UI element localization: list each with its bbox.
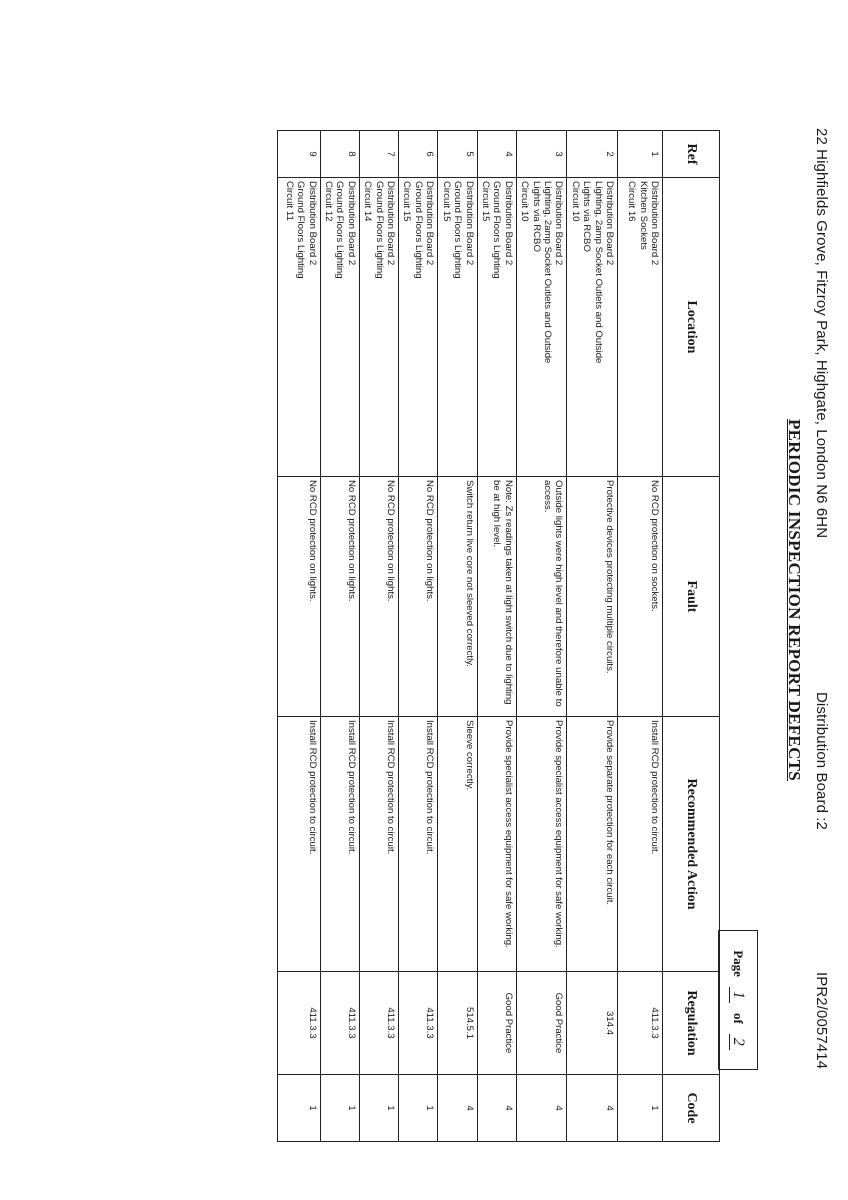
location-line: Distribution Board 2	[649, 181, 660, 266]
table-row	[277, 131, 320, 1142]
cell-location	[320, 178, 359, 477]
cell-recommended-action: Provide separate protection for each circuit.	[567, 717, 618, 972]
cell-recommended-action: Install RCD protection to circuit.	[320, 717, 359, 972]
cell-code: 1	[320, 1075, 359, 1142]
page-title: PERIODIC INSPECTION REPORT DEFECTS	[785, 418, 804, 782]
cell-location	[567, 178, 618, 477]
location-line: Ground Floors Lighting	[373, 181, 385, 279]
cell-fault: No RCD protection on lights.	[277, 477, 320, 717]
location-line: Distribution Board 2	[345, 181, 357, 266]
cell-fault: Switch return live core not sleeved correctly.	[438, 477, 477, 717]
location-line: Circuit 15	[440, 181, 452, 222]
cell-regulation: Good Practice	[477, 972, 516, 1075]
cell-recommended-action: Provide specialist access equipment for safe working.	[516, 717, 567, 972]
cell-regulation: 411.3.3	[320, 972, 359, 1075]
cell-fault: No RCD protection on lights.	[359, 477, 398, 717]
cell-ref: 8	[320, 131, 359, 178]
cell-fault: No RCD protection on lights.	[399, 477, 438, 717]
defects-table-body	[277, 131, 662, 1142]
location-line: Circuit 15	[479, 181, 491, 222]
location-line: Distribution Board 2	[604, 181, 615, 266]
location-line: Circuit 11	[283, 181, 295, 221]
column-header-ref: Ref	[663, 131, 720, 178]
location-line: Lighting, 2amp Socket Outlets and Outside	[541, 181, 553, 364]
cell-code: 1	[359, 1075, 398, 1142]
cell-recommended-action: Provide specialist access equipment for safe working.	[477, 717, 516, 972]
location-line: Circuit 10	[569, 181, 581, 222]
cell-fault: Note: Zs readings taken at light switch due to lighting be at high level.	[477, 477, 516, 717]
location-line: Kitchen Sockets	[637, 181, 649, 250]
current-page-number: 1	[730, 987, 747, 1003]
location-line: Lighting, 2amp Socket Outlets and Outside	[592, 181, 604, 364]
cell-recommended-action: Install RCD protection to circuit.	[277, 717, 320, 972]
cell-ref: 4	[477, 131, 516, 178]
cell-code: 1	[618, 1075, 663, 1142]
table-row	[567, 131, 618, 1142]
location-line: Distribution Board 2	[306, 181, 318, 266]
table-row	[477, 131, 516, 1142]
cell-ref: 5	[438, 131, 477, 178]
column-header-fault: Fault	[663, 477, 720, 717]
column-header-recommended-action: Recommended Action	[663, 717, 720, 972]
of-label: of	[731, 1012, 746, 1024]
table-header-row	[663, 131, 720, 1142]
cell-code: 4	[567, 1075, 618, 1142]
cell-regulation: 314.4	[567, 972, 618, 1075]
cell-ref: 2	[567, 131, 618, 178]
location-line: Distribution Board 2	[553, 181, 565, 266]
location-line: Lights via RCBO	[581, 181, 593, 252]
cell-fault: Outside lights were high level and therefore unable to access.	[516, 477, 567, 717]
location-line: Distribution Board 2	[424, 181, 436, 266]
cell-recommended-action: Install RCD protection to circuit.	[359, 717, 398, 972]
cell-code: 4	[438, 1075, 477, 1142]
location-line: Circuit 15	[401, 181, 413, 222]
cell-regulation: 411.3.3	[359, 972, 398, 1075]
location-line: Distribution Board 2	[463, 181, 475, 266]
table-row	[516, 131, 567, 1142]
column-header-regulation: Regulation	[663, 972, 720, 1075]
cell-location	[277, 178, 320, 477]
cell-ref: 6	[399, 131, 438, 178]
location-line: Circuit 14	[362, 181, 374, 222]
cell-ref: 1	[618, 131, 663, 178]
cell-fault: Protective devices protecting multiple circuits.	[567, 477, 618, 717]
cell-fault: No RCD protection on lights.	[320, 477, 359, 717]
cell-regulation: 411.3.3	[399, 972, 438, 1075]
distribution-board-label: Distribution Board :2	[813, 692, 830, 831]
table-row	[618, 131, 663, 1142]
cell-ref: 9	[277, 131, 320, 178]
cell-location	[399, 178, 438, 477]
location-line: Distribution Board 2	[502, 181, 514, 266]
cell-ref: 3	[516, 131, 567, 178]
location-line: Ground Floors Lighting	[452, 181, 464, 279]
location-line: Circuit 16	[626, 181, 638, 222]
total-pages-number: 2	[730, 1034, 747, 1050]
page-number-box	[718, 930, 758, 1070]
site-address: 22 Highfields Grove, Fitzroy Park, Highgate, London N6 6HN	[813, 128, 830, 539]
location-line: Distribution Board 2	[385, 181, 397, 266]
column-header-code: Code	[663, 1075, 720, 1142]
cell-location	[477, 178, 516, 477]
report-reference: IPR2/0057414	[813, 972, 830, 1070]
location-line: Lights via RCBO	[530, 181, 542, 252]
location-line: Ground Floors Lighting	[491, 181, 503, 279]
table-row	[359, 131, 398, 1142]
location-line: Ground Floors Lighting	[295, 181, 307, 279]
page-label: Page	[731, 950, 746, 977]
cell-location	[516, 178, 567, 477]
cell-code: 4	[516, 1075, 567, 1142]
cell-recommended-action: Install RCD protection to circuit.	[399, 717, 438, 972]
cell-location	[359, 178, 398, 477]
defects-table	[277, 130, 720, 1142]
cell-code: 4	[477, 1075, 516, 1142]
location-line: Circuit 10	[519, 181, 531, 222]
table-row	[399, 131, 438, 1142]
cell-code: 1	[399, 1075, 438, 1142]
cell-recommended-action: Sleeve correctly.	[438, 717, 477, 972]
cell-regulation: Good Practice	[516, 972, 567, 1075]
column-header-location: Location	[663, 178, 720, 477]
cell-regulation: 411.3.3	[277, 972, 320, 1075]
location-line: Circuit 12	[323, 181, 335, 222]
table-row	[320, 131, 359, 1142]
location-line: Ground Floors Lighting	[412, 181, 424, 279]
cell-location	[438, 178, 477, 477]
cell-regulation: 411.3.3	[618, 972, 663, 1075]
cell-fault: No RCD protection on sockets.	[618, 477, 663, 717]
cell-code: 1	[277, 1075, 320, 1142]
cell-regulation: 514.5.1	[438, 972, 477, 1075]
cell-recommended-action: Install RCD protection to circuit.	[618, 717, 663, 972]
cell-ref: 7	[359, 131, 398, 178]
table-row	[438, 131, 477, 1142]
cell-location	[618, 178, 663, 477]
location-line: Ground Floors Lighting	[334, 181, 346, 279]
